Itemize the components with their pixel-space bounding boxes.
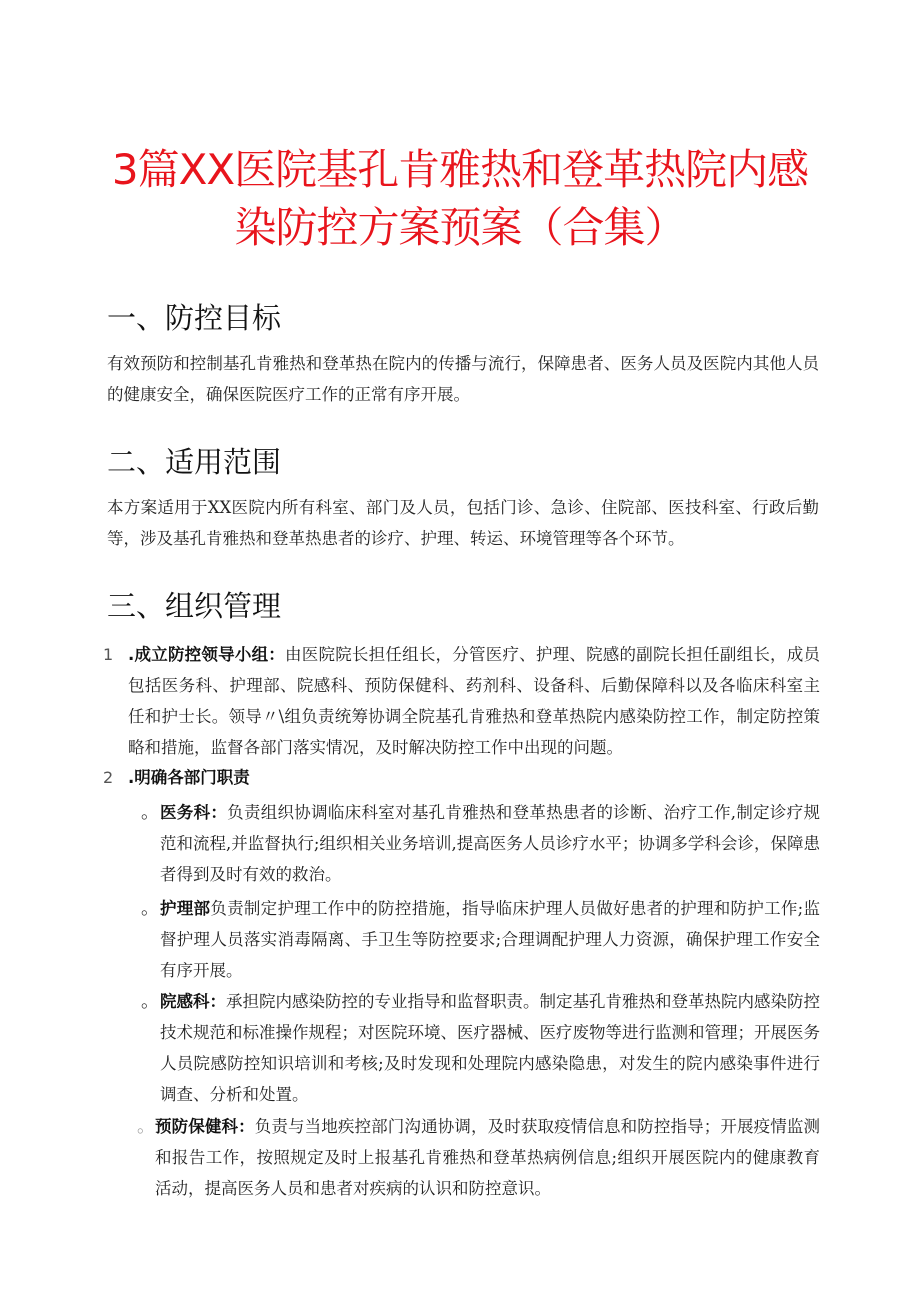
sublist-item-text: 承担院内感染防控的专业指导和监督职责。制定基孔肯雅热和登革热院内感染防控技术规范和标准操作规程；对医院环境、医疗器械、医疗废物等进行监测和管理；开展医务人员院感防控知识培训和考核;及时发现和处理院内感染隐患，对发生的院内感染事件进行调查、分析和处置。: [160, 992, 820, 1104]
list-item-text: 由医院院长担任组长，分管医疗、护理、院感的副院长担任副组长，成员包括医务科、护理部、院感科、预防保健科、药剂科、设备科、后勤保障科以及各临床科室主任和护士长。领导〃\组负责统筹协调全院基孔肯雅热和登革热院内感染防控工作，制定防控策略和措施，监督各部门落实情况，及时解决防控工作中出现的问题。: [128, 645, 821, 757]
sublist-item-lead: 护理部: [160, 899, 211, 918]
list-item-lead: .明确各部门职责: [128, 768, 250, 787]
sublist-item-body: [160, 797, 820, 890]
sublist-item-body: [155, 1111, 820, 1204]
sublist-item-lead: 预防保健科：: [155, 1117, 255, 1136]
section-body-goals: 有效预防和控制基孔肯雅热和登革热在院内的传播与流行，保障患者、医务人员及医院内其他人员的健康安全，确保医院医疗工作的正常有序开展。: [107, 354, 819, 404]
list-item-body: [128, 762, 820, 793]
list-item-number: 2: [103, 768, 114, 787]
sublist-item-lead: 医务科：: [160, 803, 228, 822]
section-heading-scope: 二、适用范围: [107, 445, 282, 479]
bullet-dot: 。: [141, 898, 159, 919]
section-heading-goals: 一、防控目标: [107, 301, 282, 335]
sublist-item-text: 负责制定护理工作中的防控措施，指导临床护理人员做好患者的护理和防护工作;监督护理人员落实消毒隔离、手卫生等防控要求;合理调配护理人力资源，确保护理工作安全有序开展。: [160, 899, 820, 980]
sublist-item-body: [160, 986, 820, 1110]
document-title-line2: 染防控方案预案（合集）: [234, 203, 686, 252]
bullet-dot: 。: [141, 802, 159, 823]
list-item-number: 1: [103, 645, 114, 664]
list-item-lead: .成立防控领导小组：: [128, 645, 286, 664]
sublist-item-text: 负责组织协调临床科室对基孔肯雅热和登革热患者的诊断、治疗工作,制定诊疗规范和流程,并监督执行;组织相关业务培训,提高医务人员诊疗水平；协调多学科会诊，保障患者得到及时有效的救治。: [160, 803, 820, 884]
section-heading-organization: 三、组织管理: [107, 589, 282, 623]
sublist-item-lead: 院感科：: [160, 992, 226, 1011]
document-title-line1: 3篇XX医院基孔肯雅热和登革热院内感: [111, 145, 809, 194]
list-item-body: [128, 639, 820, 763]
bullet-dot: 。: [141, 991, 159, 1012]
sublist-item-body: [160, 893, 820, 986]
bullet-dot: 。: [137, 1116, 155, 1137]
section-body-scope: 本方案适用于XX医院内所有科室、部门及人员，包括门诊、急诊、住院部、医技科室、行政后勤等，涉及基孔肯雅热和登革热患者的诊疗、护理、转运、环境管理等各个环节。: [107, 498, 819, 548]
sublist-item-text: 负责与当地疾控部门沟通协调，及时获取疫情信息和防控指导；开展疫情监测和报告工作，按照规定及时上报基孔肯雅热和登革热病例信息;组织开展医院内的健康教育活动，提高医务人员和患者对疾病的认识和防控意识。: [155, 1117, 821, 1198]
